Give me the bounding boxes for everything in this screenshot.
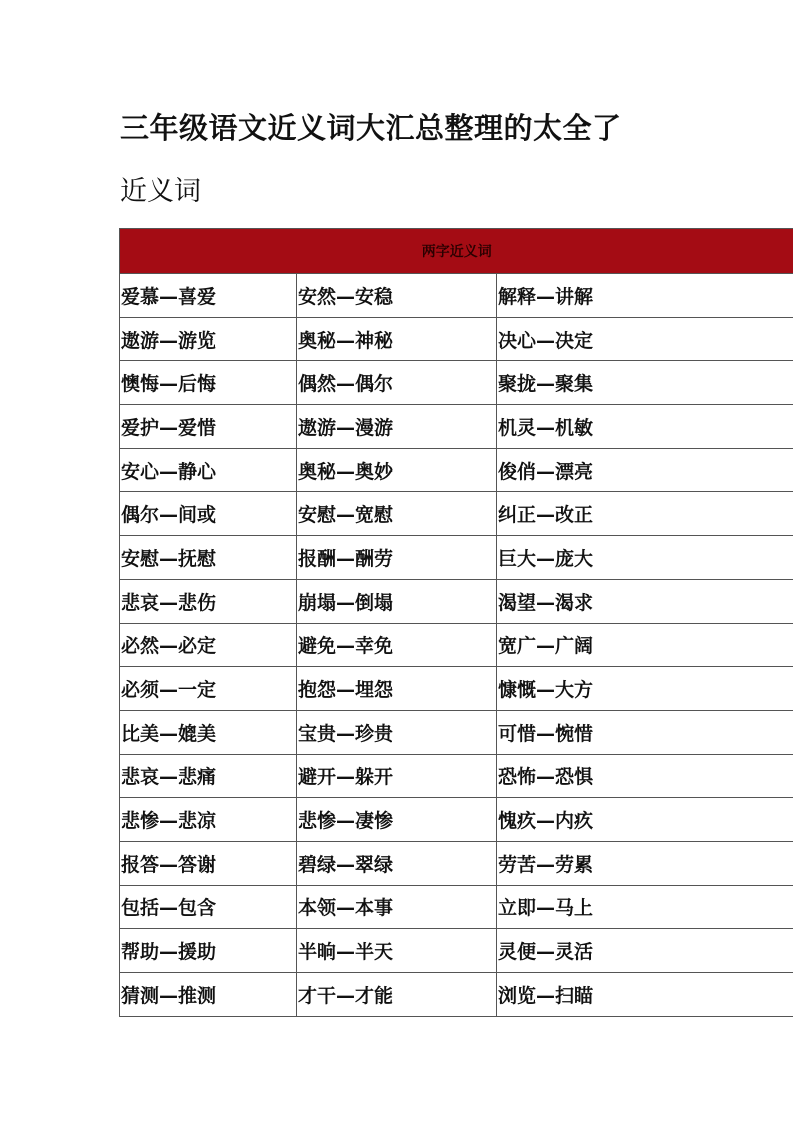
table-row (120, 754, 793, 798)
synonym-pair-cell: 包括—包含 (120, 885, 297, 929)
table-header: 两字近义词 (120, 229, 793, 274)
synonym-pair-cell: 偶尔—间或 (120, 492, 297, 536)
synonym-pair-cell: 俊俏—漂亮 (497, 448, 793, 492)
synonym-table (119, 228, 793, 1017)
synonym-pair-cell: 报答—答谢 (120, 841, 297, 885)
table-row (120, 885, 793, 929)
synonym-pair-cell: 帮助—援助 (120, 929, 297, 973)
table-row (120, 841, 793, 885)
synonym-pair-cell: 遨游—漫游 (297, 405, 497, 449)
table-row (120, 361, 793, 405)
synonym-pair-cell: 悲惨—悲凉 (120, 798, 297, 842)
synonym-pair-cell: 灵便—灵活 (497, 929, 793, 973)
synonym-pair-cell: 报酬—酬劳 (297, 536, 497, 580)
table-row (120, 405, 793, 449)
synonym-pair-cell: 浏览—扫瞄 (497, 973, 793, 1017)
table-row (120, 929, 793, 973)
synonym-pair-cell: 安慰—宽慰 (297, 492, 497, 536)
synonym-pair-cell: 避免—幸免 (297, 623, 497, 667)
synonym-pair-cell: 慷慨—大方 (497, 667, 793, 711)
table-row (120, 317, 793, 361)
synonym-pair-cell: 奥秘—奥妙 (297, 448, 497, 492)
synonym-pair-cell: 愧疚—内疚 (497, 798, 793, 842)
synonym-pair-cell: 偶然—偶尔 (297, 361, 497, 405)
synonym-pair-cell: 可惜—惋惜 (497, 710, 793, 754)
table-row (120, 536, 793, 580)
synonym-pair-cell: 悲哀—悲伤 (120, 579, 297, 623)
synonym-pair-cell: 必须—一定 (120, 667, 297, 711)
synonym-pair-cell: 本领—本事 (297, 885, 497, 929)
synonym-pair-cell: 恐怖—恐惧 (497, 754, 793, 798)
table-body (120, 274, 793, 1017)
synonym-pair-cell: 比美—媲美 (120, 710, 297, 754)
synonym-pair-cell: 遨游—游览 (120, 317, 297, 361)
table-row (120, 973, 793, 1017)
table-row (120, 579, 793, 623)
synonym-pair-cell: 纠正—改正 (497, 492, 793, 536)
synonym-pair-cell: 避开—躲开 (297, 754, 497, 798)
synonym-pair-cell: 宽广—广阔 (497, 623, 793, 667)
synonym-pair-cell: 悲惨—凄惨 (297, 798, 497, 842)
synonym-pair-cell: 安然—安稳 (297, 274, 497, 318)
synonym-pair-cell: 安心—静心 (120, 448, 297, 492)
synonym-pair-cell: 悲哀—悲痛 (120, 754, 297, 798)
document-title: 三年级语文近义词大汇总整理的太全了 (120, 111, 622, 145)
section-heading: 近义词 (120, 176, 201, 207)
table-row (120, 448, 793, 492)
synonym-pair-cell: 聚拢—聚集 (497, 361, 793, 405)
synonym-pair-cell: 半晌—半天 (297, 929, 497, 973)
table-row (120, 623, 793, 667)
table-row (120, 710, 793, 754)
synonym-pair-cell: 解释—讲解 (497, 274, 793, 318)
synonym-pair-cell: 碧绿—翠绿 (297, 841, 497, 885)
synonym-pair-cell: 安慰—抚慰 (120, 536, 297, 580)
synonym-pair-cell: 抱怨—埋怨 (297, 667, 497, 711)
table-header-row (120, 229, 793, 274)
table-row (120, 798, 793, 842)
synonym-pair-cell: 懊悔—后悔 (120, 361, 297, 405)
synonym-pair-cell: 猜测—推测 (120, 973, 297, 1017)
synonym-pair-cell: 劳苦—劳累 (497, 841, 793, 885)
synonym-pair-cell: 奥秘—神秘 (297, 317, 497, 361)
table-row (120, 667, 793, 711)
synonym-pair-cell: 才干—才能 (297, 973, 497, 1017)
synonym-pair-cell: 立即—马上 (497, 885, 793, 929)
synonym-pair-cell: 机灵—机敏 (497, 405, 793, 449)
synonym-pair-cell: 宝贵—珍贵 (297, 710, 497, 754)
table-row (120, 492, 793, 536)
synonym-pair-cell: 爱护—爱惜 (120, 405, 297, 449)
synonym-pair-cell: 渴望—渴求 (497, 579, 793, 623)
synonym-pair-cell: 决心—决定 (497, 317, 793, 361)
synonym-pair-cell: 必然—必定 (120, 623, 297, 667)
synonym-pair-cell: 崩塌—倒塌 (297, 579, 497, 623)
table-row (120, 274, 793, 318)
synonym-pair-cell: 爱慕—喜爱 (120, 274, 297, 318)
synonym-pair-cell: 巨大—庞大 (497, 536, 793, 580)
